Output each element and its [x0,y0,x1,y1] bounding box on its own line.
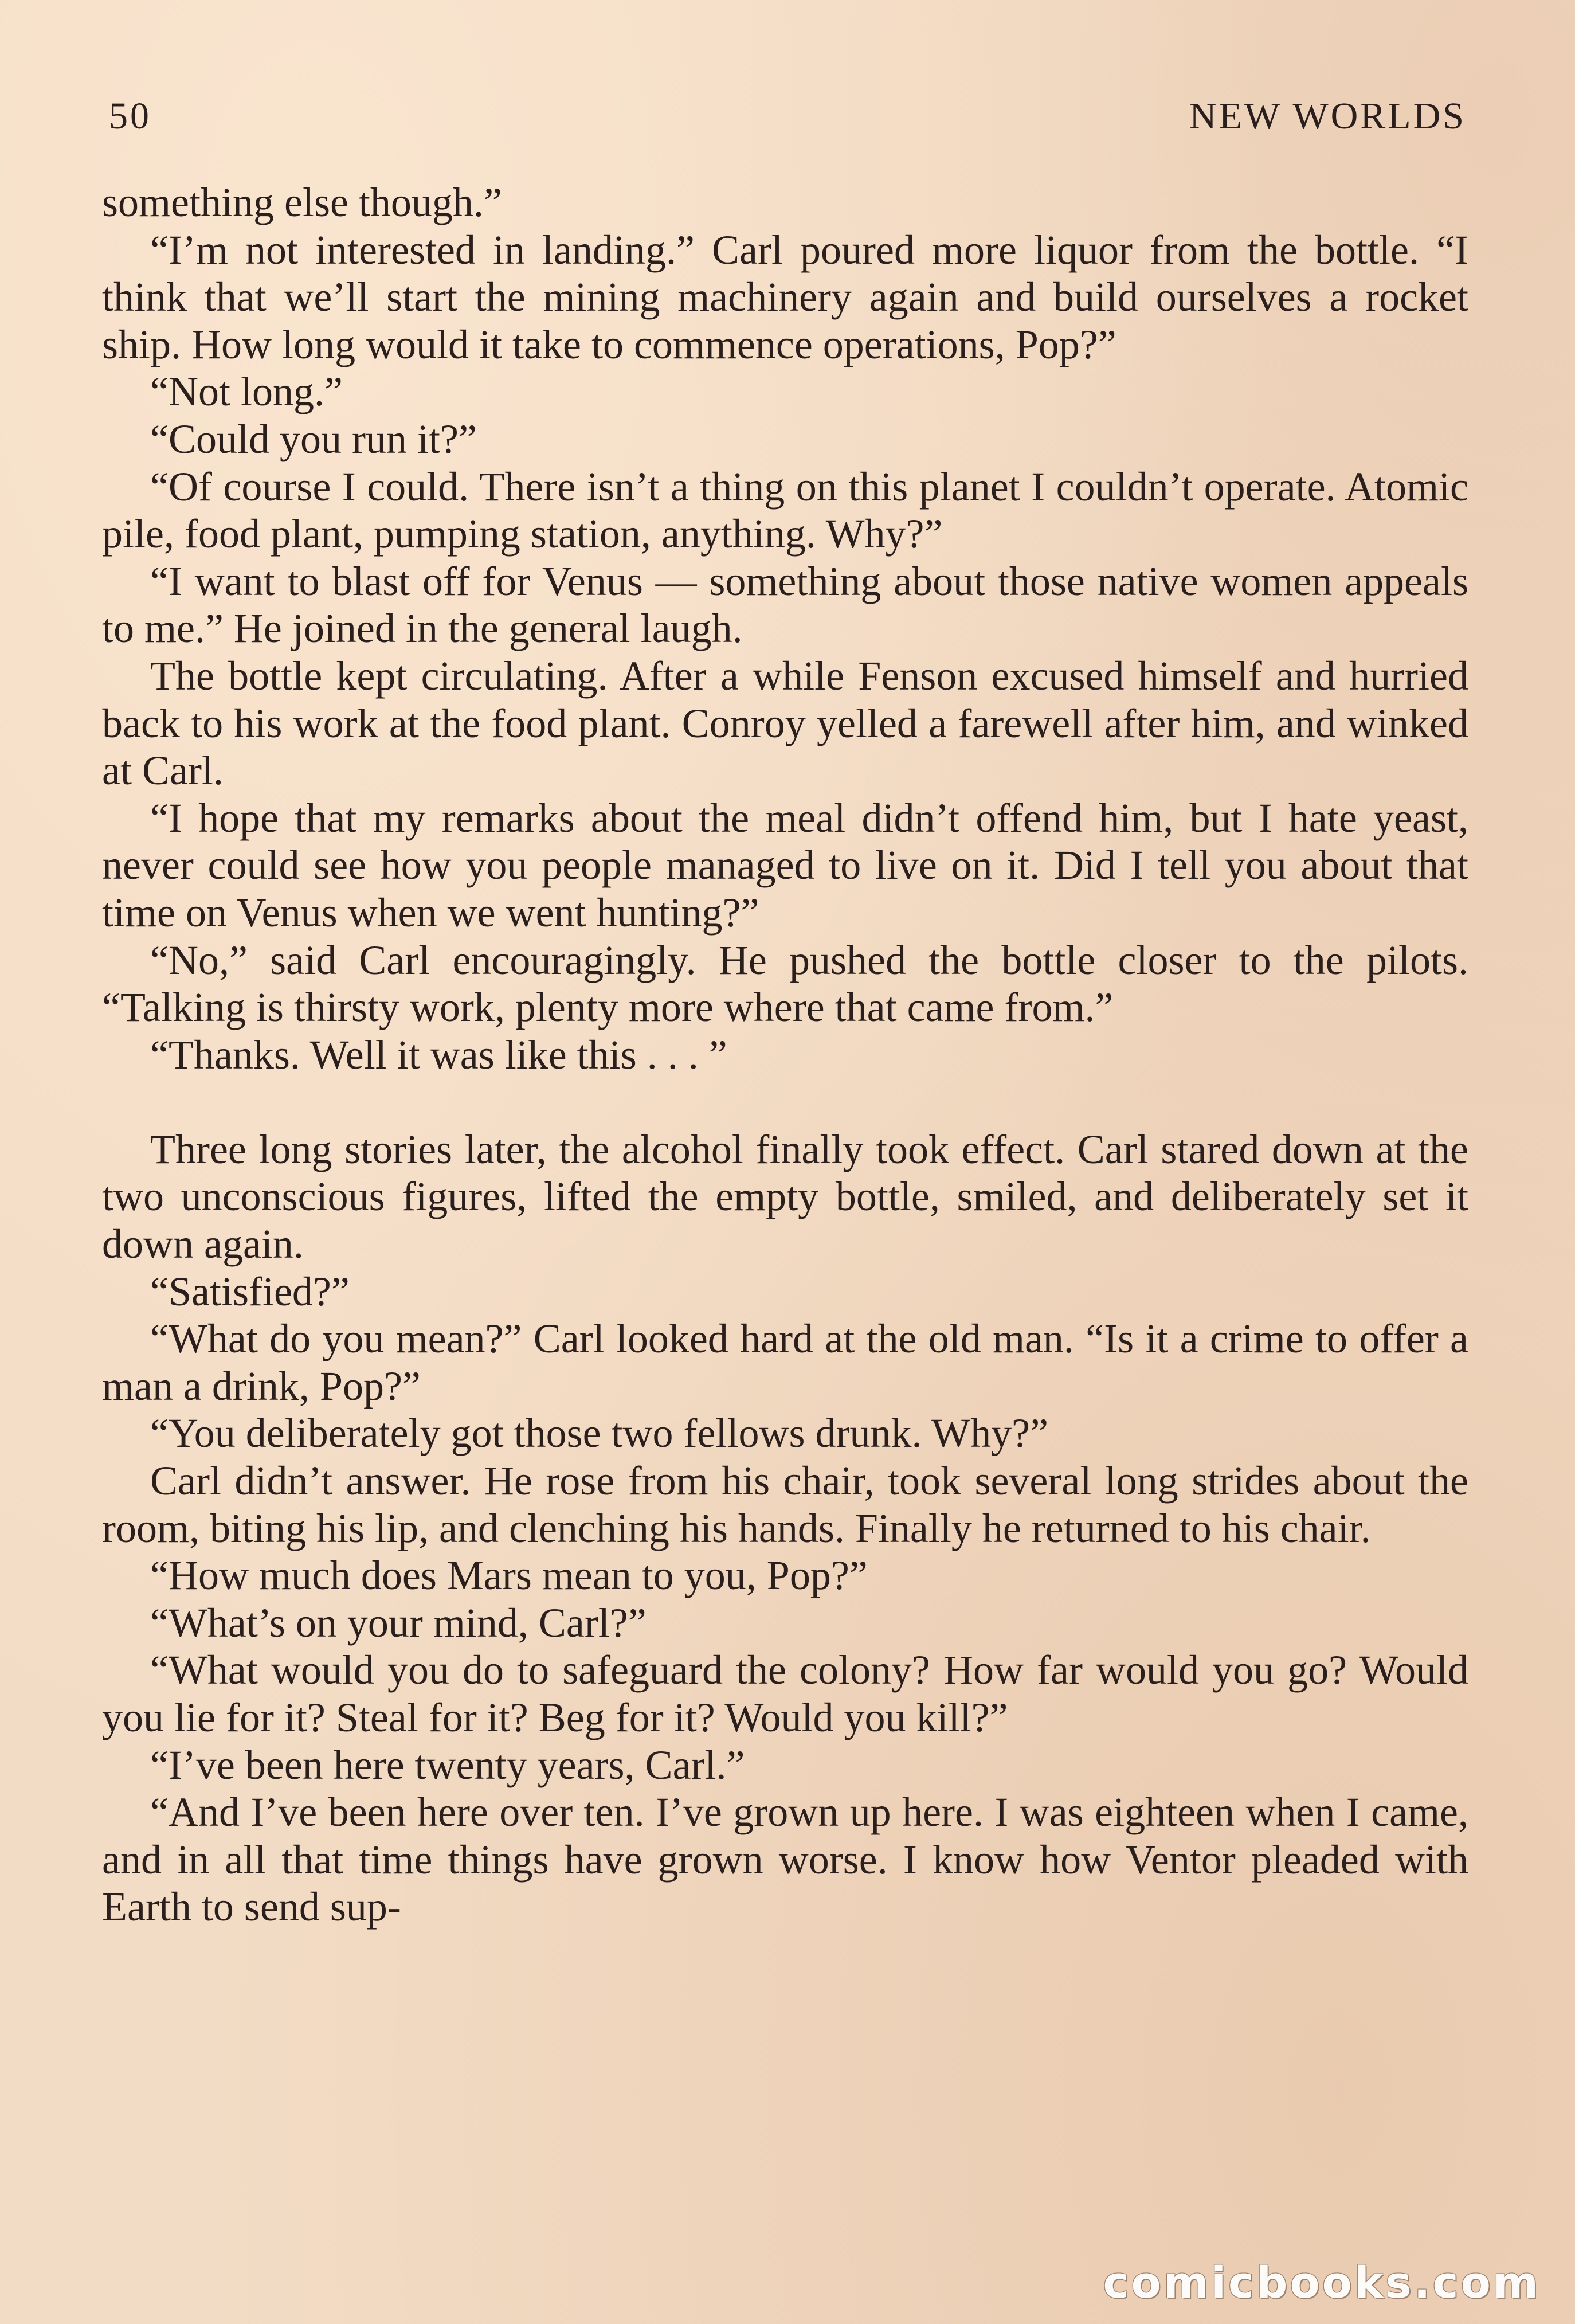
paragraph: “Thanks. Well it was like this . . . ” [150,1031,727,1078]
paragraph: The bottle kept circulating. After a while Fenson excused himself and hurried back to his work at the food plant. Conroy yelled a farewell after him, and winked at Carl. [102,652,1468,794]
paragraph: “And I’ve been here over ten. I’ve grown up here. I was eighteen when I came, and in all that time things have grown worse. I know how Ventor pleaded with Earth to send sup- [102,1789,1468,1930]
watermark: comicbooks.com [1103,2257,1541,2308]
paragraph: “I hope that my remarks about the meal didn’t offend him, but I hate yeast, never could see how you people managed to live on it. Did I tell you about that time on Venus when we went hunting?” [102,795,1468,936]
paragraph: “I’m not interested in landing.” Carl poured more liquor from the bottle. “I think that we’ll start the mining machinery again and build ourselves a rocket ship. How long would it take to commence operations, Pop?” [102,226,1468,367]
paragraph: “Not long.” [150,369,343,415]
running-header [109,95,1466,146]
running-title: NEW WORLDS [1189,95,1466,137]
paragraph: “What would you do to safeguard the colony? How far would you go? Would you lie for it? Steal for it? Beg for it? Would you kill?” [102,1647,1468,1740]
paragraph: “No,” said Carl encouragingly. He pushed the bottle closer to the pilots. “Talking is thirsty work, plenty more where that came from.” [102,937,1468,1031]
paragraph: Three long stories later, the alcohol finally took effect. Carl stared down at the two unconscious figures, lifted the empty bottle, smiled, and deliberately set it down again. [102,1126,1468,1267]
page-number: 50 [109,95,151,137]
paragraph: “Satisfied?” [150,1268,350,1314]
paragraph: “You deliberately got those two fellows drunk. Why?” [150,1410,1049,1457]
paragraph: “I’ve been here twenty years, Carl.” [150,1742,745,1788]
body-text [102,179,1468,1931]
paragraph: “Could you run it?” [150,416,477,462]
paragraph: something else though.” [102,179,502,225]
paragraph: “How much does Mars mean to you, Pop?” [150,1552,868,1599]
paragraph: Carl didn’t answer. He rose from his chair, took several long strides about the room, biting his lip, and clenching his hands. Finally he returned to his chair. [102,1458,1468,1551]
paragraph: “I want to blast off for Venus — something about those native women appeals to me.” He joined in the general laugh. [102,558,1468,652]
paragraph: “What do you mean?” Carl looked hard at the old man. “Is it a crime to offer a man a drink, Pop?” [102,1316,1468,1409]
paragraph: “What’s on your mind, Carl?” [150,1599,647,1646]
paragraph: “Of course I could. There isn’t a thing on this planet I couldn’t operate. Atomic pile, food plant, pumping station, anything. Why?” [102,463,1468,557]
